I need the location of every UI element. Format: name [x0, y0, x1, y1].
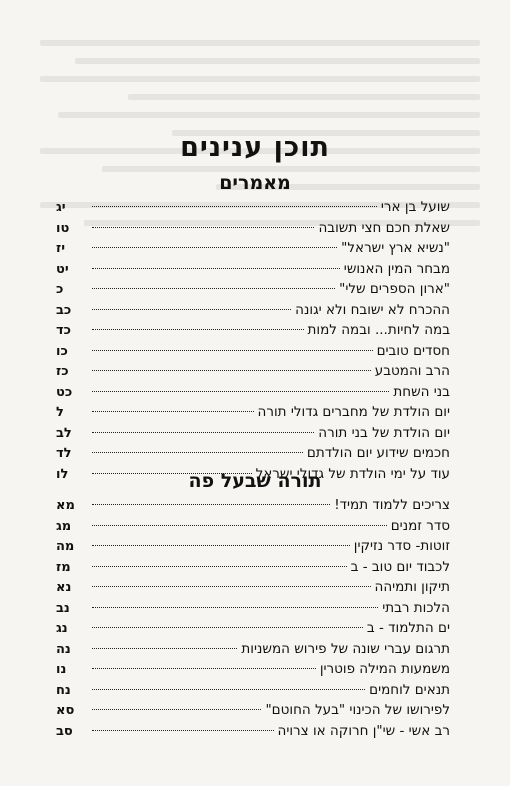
entry-page: מג	[56, 518, 72, 534]
entry-title: חסדים טובים	[376, 342, 450, 359]
dot-leader	[92, 627, 363, 628]
entry-title: שועל בן ארי	[380, 199, 450, 215]
entry-page: כב	[56, 302, 72, 318]
entry-title: תנאים לוחמים	[369, 681, 450, 698]
entry-page: כו	[56, 343, 68, 359]
entry-title: ההכרח לא ישובח ולא יגונה	[295, 301, 450, 318]
dot-leader	[92, 668, 316, 669]
entry-page: טו	[56, 220, 70, 236]
entry-page: נה	[56, 641, 71, 657]
entry-title: צריכים ללמוד תמיד!	[334, 497, 450, 513]
section-heading-articles: מאמרים	[219, 172, 291, 194]
entry-title: "ארון הספרים שלי"	[339, 281, 450, 297]
entry-title: יום הולדת של מחברים גדולי תורה	[257, 404, 450, 420]
toc-entry[interactable]	[56, 402, 450, 423]
toc-entry[interactable]	[56, 495, 450, 516]
entry-page: כד	[56, 323, 72, 338]
entry-page: מז	[56, 559, 71, 575]
toc-entry[interactable]	[56, 557, 450, 578]
dot-leader	[92, 689, 365, 690]
toc-entry[interactable]	[56, 680, 450, 701]
entry-title: זוטות- סדר נזיקין	[353, 538, 450, 554]
dot-leader	[92, 329, 304, 330]
entry-page: נא	[56, 580, 72, 595]
toc-entry[interactable]	[56, 279, 450, 300]
entry-page: כז	[56, 364, 69, 379]
entry-title: עוד על ימי הולדת של גדולי ישראל	[255, 465, 450, 482]
entry-title: "נשיא ארץ ישראל"	[341, 240, 450, 256]
entry-page: נח	[56, 682, 71, 698]
dot-leader	[92, 370, 371, 371]
toc-entry[interactable]	[56, 423, 450, 444]
dot-leader	[92, 545, 350, 546]
entry-page: מה	[56, 539, 75, 554]
entry-page: כט	[56, 384, 73, 400]
dot-leader	[92, 730, 274, 731]
entry-page: נג	[56, 621, 68, 636]
dot-leader	[92, 607, 378, 608]
entry-title: תרגום עברי שונה של פירוש המשניות	[241, 640, 450, 657]
entry-page: נב	[56, 600, 70, 616]
entry-title: בני השחת	[393, 383, 450, 400]
toc-entry[interactable]	[56, 577, 450, 598]
entry-title: מבחר המין האנושי	[343, 260, 450, 277]
entry-page: לב	[56, 425, 72, 441]
entry-page: יז	[56, 241, 66, 256]
dot-leader	[92, 206, 377, 207]
toc-entry[interactable]	[56, 259, 450, 280]
toc-entry[interactable]	[56, 598, 450, 619]
entry-title: ים התלמוד - ב	[366, 620, 450, 636]
entry-title: לפירושו של הכינוי "בעל החוטם"	[265, 702, 450, 718]
dot-leader	[92, 566, 347, 567]
dot-leader	[92, 504, 330, 505]
toc-entry[interactable]	[56, 618, 450, 639]
entry-page: סא	[56, 703, 75, 718]
entry-page: לו	[56, 466, 69, 482]
dot-leader	[92, 411, 254, 412]
dot-leader	[92, 227, 314, 228]
toc-entry[interactable]	[56, 300, 450, 321]
entry-title: סדר זמנים	[390, 517, 450, 534]
toc-entry[interactable]	[56, 536, 450, 557]
entry-page: יט	[56, 261, 69, 277]
toc-title: תוכן ענינים	[180, 132, 330, 163]
entry-page: ל	[56, 405, 64, 420]
toc-entry[interactable]	[56, 443, 450, 464]
dot-leader	[92, 247, 337, 248]
dot-leader	[92, 709, 261, 710]
entry-page: מא	[56, 498, 75, 513]
toc-entry[interactable]	[56, 659, 450, 680]
entry-title: במה לחיות... ובמה למות	[307, 322, 450, 338]
dot-leader	[92, 648, 237, 649]
toc-entry[interactable]	[56, 382, 450, 403]
dot-leader	[92, 432, 314, 433]
toc-entry[interactable]	[56, 320, 450, 341]
dot-leader	[92, 391, 389, 392]
dot-leader	[92, 350, 373, 351]
dot-leader	[92, 309, 291, 310]
section-heading-oral-torah: תורה שבעל פה	[188, 470, 322, 492]
entry-page: יג	[56, 200, 66, 215]
toc-list-articles	[56, 197, 450, 484]
entry-title: הרב והמטבע	[374, 363, 450, 379]
toc-entry[interactable]	[56, 639, 450, 660]
entry-title: חכמים שידוע יום הולדתם	[306, 445, 450, 461]
toc-entry[interactable]	[56, 361, 450, 382]
dot-leader	[92, 525, 387, 526]
entry-title: משמעות המילה פוטרין	[319, 661, 450, 677]
toc-entry[interactable]	[56, 238, 450, 259]
dot-leader	[92, 288, 335, 289]
entry-page: לד	[56, 446, 72, 461]
entry-title: תיקון ותמיהה	[374, 579, 450, 595]
entry-page: נו	[56, 662, 67, 677]
entry-title: רב אשי - שי"ן חרוקה או צרויה	[277, 722, 450, 739]
entry-page: כ	[56, 282, 64, 297]
toc-entry[interactable]	[56, 700, 450, 721]
entry-title: יום הולדת של בני תורה	[318, 424, 450, 441]
dot-leader	[92, 268, 340, 269]
dot-leader	[92, 586, 371, 587]
toc-entry[interactable]	[56, 341, 450, 362]
toc-entry[interactable]	[56, 218, 450, 239]
entry-page: סב	[56, 723, 73, 739]
toc-entry[interactable]	[56, 516, 450, 537]
toc-entry[interactable]	[56, 197, 450, 218]
toc-list-oral-torah	[56, 495, 450, 741]
entry-title: לכבוד יום טוב - ב	[350, 558, 450, 575]
dot-leader	[92, 452, 303, 453]
toc-entry[interactable]	[56, 721, 450, 742]
entry-title: הלכות רבתי	[382, 599, 450, 616]
entry-title: שאלת חכם חצי תשובה	[318, 219, 450, 236]
